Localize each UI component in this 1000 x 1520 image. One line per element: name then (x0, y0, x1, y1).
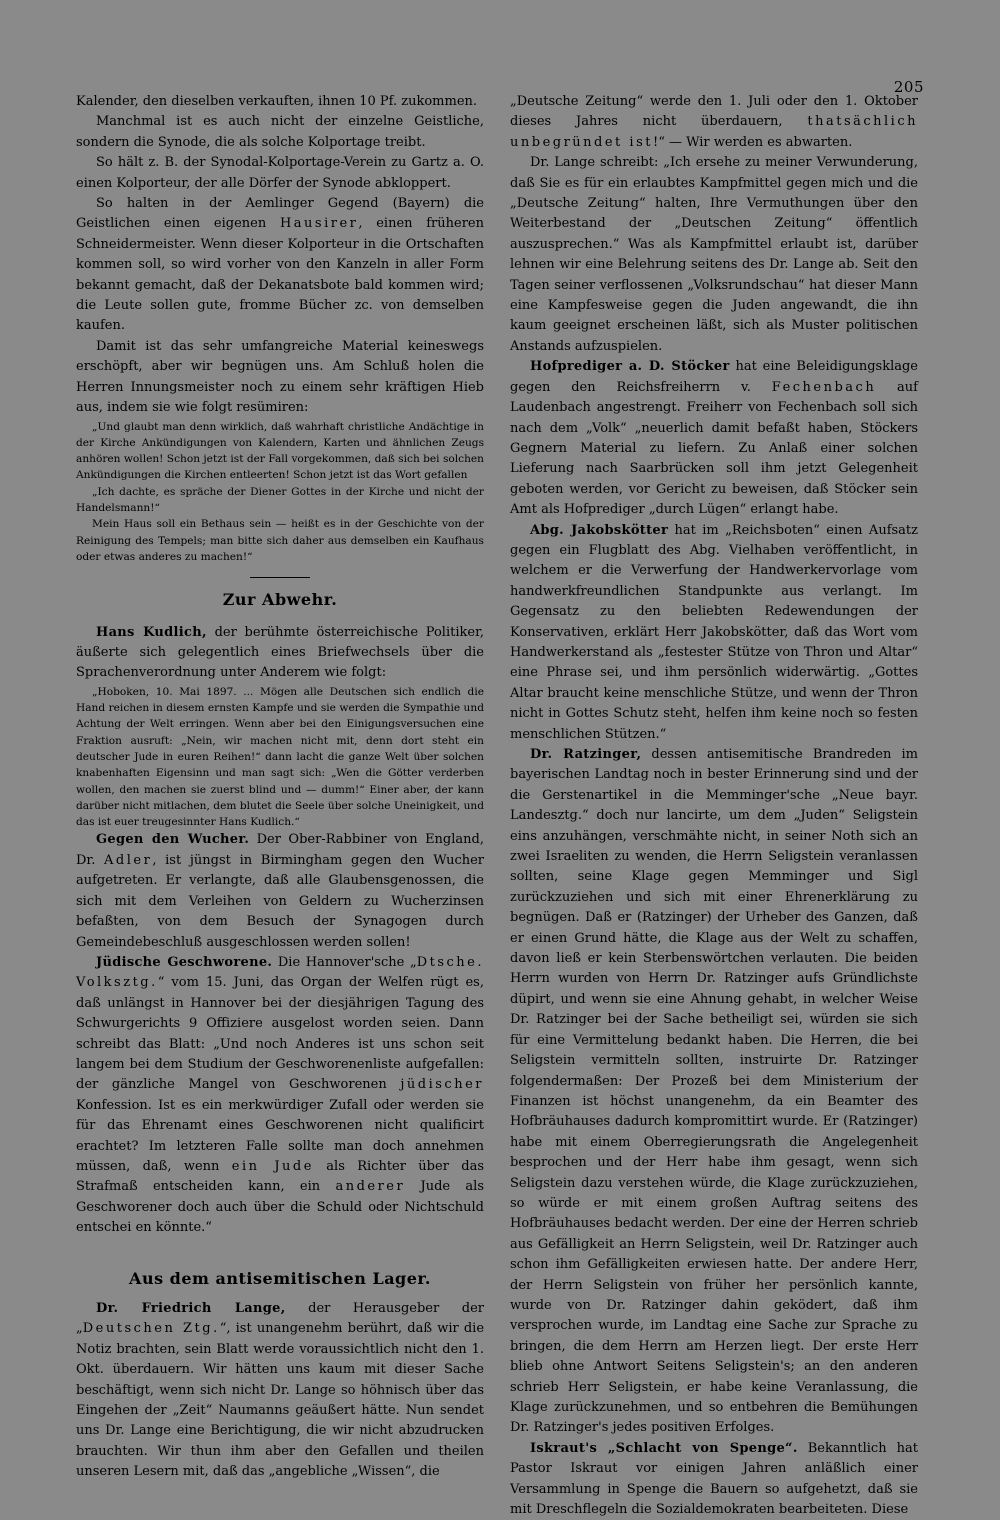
paragraph: Manchmal ist es auch nicht der einzelne Geistliche, sondern die Synode, die als solche Kolportage treibt. (76, 114, 484, 150)
section-divider (250, 577, 310, 578)
paragraph (76, 953, 484, 1239)
spaced-text: Adler (104, 852, 153, 868)
text-run: Jude als Geschworener doch auch über die Schuld oder Nichtschuld entschei en könnte.“ (76, 1179, 484, 1236)
spaced-text: thatsächlich unbegründet ist (510, 114, 918, 150)
paragraph: Dr. Lange schreibt: „Ich ersehe zu meiner Verwunderung, daß Sie es für ein erlaubtes Kampfmittel gegen mich und die „Deutsche Zeitung“ halten, Ihre Vermuthungen über den Weiterbestand der „Deutschen Zeitung“ öffentlich auszusprechen.“ Was als Kampfmittel erlaubt ist, darüber lehnen wir eine Belehrung seitens des Dr. Lange ab. Seit den Tagen seiner verflossenen „Volksrundschau“ hat dieser Mann eine Kampfesweise gegen die Juden angewandt, die ihn kaum geeignet erscheinen läßt, sich als Muster politischen Anstands aufzuspielen. (510, 155, 918, 354)
paragraph (510, 92, 918, 153)
paragraph (510, 521, 918, 745)
spaced-text: jüdischer (400, 1077, 484, 1093)
quote: „Ich dachte, es spräche der Diener Gottes in der Kirche und nicht der Handelsmann!“ (76, 485, 484, 514)
paragraph: Damit ist das sehr umfangreiche Material keineswegs erschöpft, aber wir begnügen uns. Am Schluß holen die Herren Innungsmeister noch zu einem sehr kräftigen Hieb aus, indem sie wie folgt resümiren: (76, 338, 484, 416)
section-heading: Aus dem antisemitischen Lager. (129, 1268, 431, 1288)
paragraph (76, 1299, 484, 1483)
page-number: 205 (893, 78, 924, 96)
lead-in: Iskraut's „Schlacht von Spenge“. (530, 1440, 798, 1456)
lead-in: Hofprediger a. D. Stöcker (530, 359, 730, 375)
text-run: , einen früheren Schneidermeister. Wenn dieser Kolporteur in die Ortschaften kommen soll, so wird vorher von den Kanzeln in aller Form bekannt gemacht, daß der Dekanatsbote bald kommen wird; die Leute sollen gute, fromme Bücher zc. von demselben kaufen. (76, 216, 484, 334)
spaced-text: anderer (335, 1179, 406, 1195)
quote: „Und glaubt man denn wirklich, daß wahrhaft christliche Andächtige in der Kirche Ankündigungen von Kalendern, Karten und ähnlichen Zeugs anhören wollen! Schon jetzt ist der Fall vorgekommen, daß sich bei solchen Ankündigungen die Kirchen entleerten! Schon jetzt ist das Wort gefallen (76, 420, 484, 482)
lead-in: Gegen den Wucher. (96, 832, 250, 848)
text-run: Bekanntlich hat Pastor Iskraut vor einigen Jahren anläßlich einer Versammlung in Spenge die Bauern so aufgehetzt, daß sie mit Dreschflegeln die Sozialdemokraten bearbeiteten. Diese (510, 1440, 918, 1518)
text-run: Die Hannover'sche „ (272, 954, 417, 970)
text-run: der berühmte österreichische Politiker, äußerte sich gelegentlich eines Briefwechsels über die Sprachenverordnung unter Anderem wie folgt: (76, 624, 484, 681)
paragraph: Kalender, den dieselben verkauften, ihnen 10 Pf. zukommen. (76, 94, 478, 109)
text-run: als Richter über das Strafmaß entscheiden kann, ein (76, 1158, 484, 1195)
spaced-text: Deutschen Ztg. (82, 1321, 220, 1337)
lead-in: Jüdische Geschworene. (96, 954, 273, 970)
spaced-text: Hausirer (279, 216, 359, 232)
text-run: dessen antisemitische Brandreden im bayerischen Landtag noch in bester Erinnerung sind und der die Gerstenartikel in die Memminger'sche „Neue bayr. Landesztg.“ doch nur lancirte, um dem „Juden“ Seligstein eins anzuhängen, verschmähte nicht, in seiner Noth sich an zwei Israeliten zu wenden, die Herrn Seligstein veranlassen sollten, seine Klage gegen Memminger und Sigl zurückzuziehen und sich mit einer Ehrenerklärung zu begnügen. Daß er (Ratzinger) der Urheber des Ganzen, daß er einen Grund hätte, die Klage aus der Welt zu schaffen, davon ließ er kein Sterbenswörtchen verlauten. Die beiden Herrn wurden von Herrn Dr. Ratzinger aufs Gründlichste düpirt, und wenn sie eine Ahnung gehabt, in welcher Weise Dr. Ratzinger bei der Sache betheiligt sei, würden sie sich für eine Vermittelung bedankt haben. Die Herren, die bei Seligstein vermitteln sollten, instruirte Dr. Ratzinger folgendermaßen: Der Prozeß bei dem Ministerium der Finanzen ist höchst unangenehm, da ein Beamter des Hofbräuhauses dadurch kompromittirt wurde. Er (Ratzinger) habe mit einem Oberregierungsrath die Angelegenheit besprochen und der Herr habe ihm gesagt, wenn sich Seligstein dazu verstehen würde, die Klage zurückzuziehen, so würde er mit einem großen Auftrag seitens des Hofbräuhauses bedacht werden. Der eine der Herren schrieb aus Gefälligkeit an Herrn Seligstein, weil Dr. Ratzinger auch schon ihm Gefälligkeiten erwiesen hatte. Der andere Herr, der Herrn Seligstein von früher her persönlich kannte, wurde von Dr. Ratzinger dahin geködert, daß ihm versprochen wurde, im Landtag eine Sache zur Sprache zu bringen, die dem Herrn am Herzen liegt. Der erste Herr blieb ohne Antwort Seitens Seligstein's; an den anderen schrieb Herr Seligstein, er habe keine Veranlassung, die Klage zurückzunehmen, und so entbehren die Bemühungen Dr. Ratzinger's jedes positiven Erfolges. (510, 747, 918, 1436)
text-run: , ist jüngst in Birmingham gegen den Wucher aufgetreten. Er verlangte, daß alle Glaubensgenossen, die sich mit dem Verleihen von Geldern zu Wucherzinsen befaßten, von dem Besuch der Synagogen durch Gemeindebeschluß ausgeschlossen werden sollen! (76, 852, 485, 950)
spaced-text: ein Jude (231, 1158, 314, 1174)
left-column (76, 92, 484, 1483)
paragraph (510, 357, 918, 520)
text-run: hat im „Reichsboten“ einen Aufsatz gegen ein Flugblatt des Abg. Vielhaben veröffentlicht, in welchem er die Verwerfung der Handwerkervorlage vom handwerkfreundlichen Standpunkte aus verlangt. Im Gegensatz zu den beliebten Redewendungen der Konservativen, erklärt Herr Jakobskötter, daß das Wort vom Handwerkerstand als „festester Stütze von Thron und Altar“ eine Phrase sei, und ihm persönlich widerwärtig. „Gottes Altar braucht keine menschliche Stütze, und wenn der Thron nicht in Gottes Schutz steht, helfen ihm keine noch so festen menschlichen Stützen.“ (510, 522, 918, 742)
text-run: „Deutsche Zeitung“ werde den 1. Juli oder den 1. Oktober dieses Jahres nicht überdauern, (510, 94, 918, 130)
right-column (510, 92, 918, 1520)
text-run: “, ist unangenehm berührt, daß wir die Notiz brachten, sein Blatt werde voraussichtlich nicht den 1. Okt. überdauern. Wir hätten uns kaum mit dieser Sache beschäftigt, wenn sich nicht Dr. Lange so höhnisch über das Eingehen der „Zeit“ Naumanns geäußert hätte. Nun sendet uns Dr. Lange eine Berichtigung, die wir nicht abzudrucken brauchten. Wir thun ihm aber den Gefallen und theilen unseren Lesern mit, daß das „angebliche „Wissen“, die (76, 1321, 485, 1480)
lead-in: Hans Kudlich, (96, 624, 207, 640)
paragraph (76, 623, 484, 684)
text-run: !“ — Wir werden es abwarten. (652, 134, 853, 150)
section-heading: Zur Abwehr. (222, 590, 338, 610)
text-run: Konfession. Ist es ein merkwürdiger Zufall oder werden sie für das Ehrenamt eines Geschworenen nicht qualificirt erachtet? Im letzteren Falle sollte man doch annehmen müssen, daß, wenn (76, 1097, 484, 1174)
paragraph (510, 745, 918, 1439)
spaced-text: Dtsche. Volksztg. (76, 954, 484, 991)
text-run: So halten in der Aemlinger Gegend (Bayern) die Geistlichen einen eigenen (76, 196, 484, 232)
text-run: hat eine Beleidigungsklage gegen den Reichsfreiherrn v. (510, 359, 918, 395)
quote: „Hoboken, 10. Mai 1897. ... Mögen alle Deutschen sich endlich die Hand reichen in diesem ernsten Kampfe und sie werden die Sympathie und Achtung der Welt erringen. Wenn aber bei den Einigungsversuchen eine Fraktion ausruft: „Nein, wir machen nicht mit, denn dort steht ein deutscher Jude in euren Reihen!“ dann lacht die ganze Welt über solchen knabenhaften Eigensinn und man sagt sich: „Wen die Götter verderben wollen, den machen sie zuerst blind und — dumm!“ Einer aber, der kann darüber nicht mitlachen, dem blutet die Seele über solche Uneinigkeit, und das ist euer treugesinnter Hans Kudlich.“ (76, 685, 484, 829)
lead-in: Dr. Friedrich Lange, (96, 1301, 286, 1316)
lead-in: Abg. Jakobskötter (530, 522, 669, 538)
text-run: der Herausgeber der „ (76, 1301, 485, 1337)
paragraph (76, 830, 484, 952)
text-run: “ vom 15. Juni, das Organ der Welfen rügt es, daß unlängst in Hannover bei der diesjährigen Tagung des Schwurgerichts 9 Offiziere ausgelost worden seien. Dann schreibt das Blatt: „Und noch Anderes ist uns schon seit langem bei dem Studium der Geschworenenliste aufgefallen: der gänzliche Mangel von Geschworenen (76, 975, 484, 1093)
lead-in: Dr. Ratzinger, (530, 747, 642, 762)
paragraph (76, 194, 484, 337)
paragraph (510, 1439, 918, 1520)
text-run: auf Laudenbach angestrengt. Freiherr von Fechenbach soll sich nach dem „Volk“ „neuerlich damit befaßt haben, Stöckers Gegnern Material zu liefern. Zu Anlaß einer solchen Lieferung nach Saarbrücken soll ihm jetzt Gelegenheit geboten werden, vor Gericht zu beweisen, daß Stöcker sein Amt als Hofprediger „durch Lügen“ erlangt habe. (510, 379, 918, 518)
paragraph: So hält z. B. der Synodal-Kolportage-Verein zu Gartz a. O. einen Kolporteur, der alle Dörfer der Synode abkloppert. (76, 155, 484, 191)
spaced-text: Fechenbach (771, 379, 877, 395)
quote: Mein Haus soll ein Bethaus sein — heißt es in der Geschichte von der Reinigung des Tempels; man bitte sich daher aus demselben ein Kaufhaus oder etwas anderes zu machen!“ (76, 518, 484, 563)
text-run: Der Ober-Rabbiner von England, Dr. (76, 832, 484, 868)
